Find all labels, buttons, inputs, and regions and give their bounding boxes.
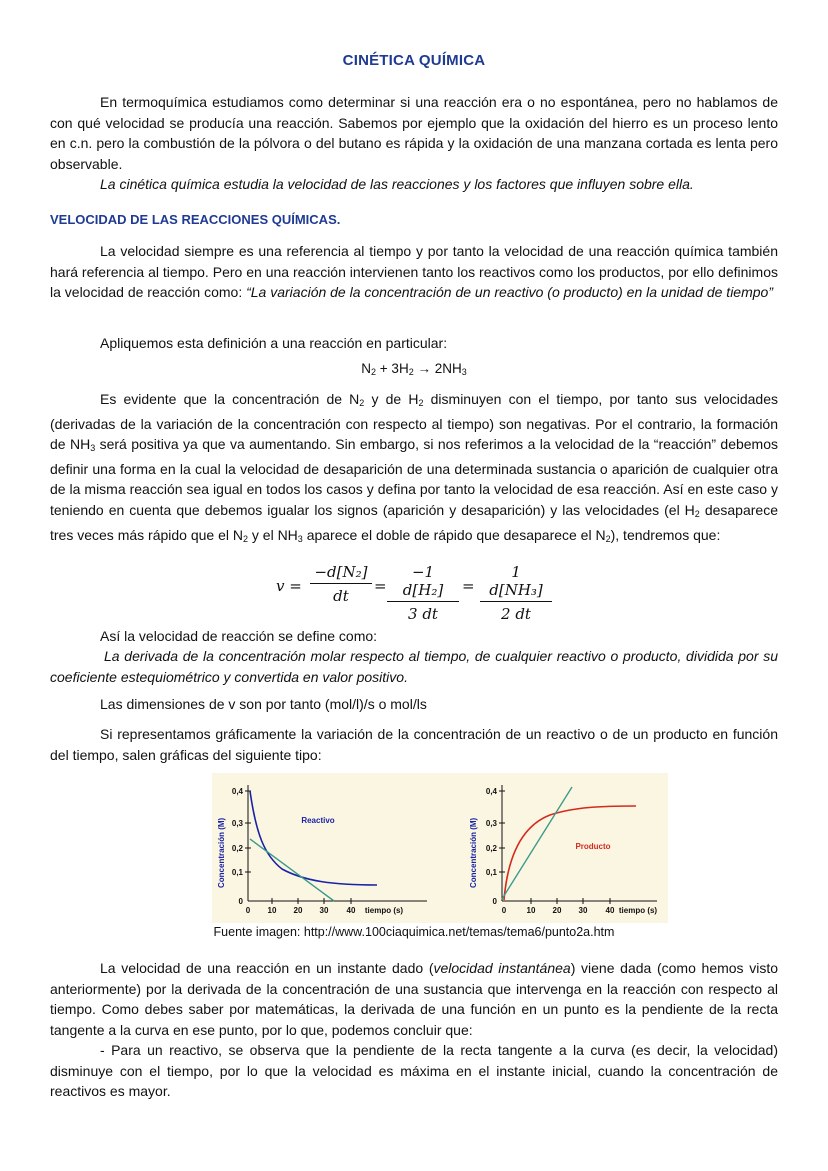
graphs-svg xyxy=(212,773,668,923)
ytick-2-left: 0,2 xyxy=(231,844,243,853)
intro-definition xyxy=(50,174,778,195)
ytick-1-left: 0,1 xyxy=(231,868,243,877)
dimensions-text: Las dimensiones de v son por tanto (mol/l)/s o mol/ls xyxy=(100,696,427,712)
x-axis-label-left: tiempo (s) xyxy=(364,906,404,915)
definition-text: La velocidad siempre es una referencia al tiempo y por tanto la velocidad de una reacción química también hará referencia al tiempo. Pero en una reacción intervienen tanto los reactivos como los productos, por ello definimos la velocidad de reacción como: xyxy=(50,243,778,301)
intro-definition-text: La cinética química estudia la velocidad de las reacciones y los factores que influyen sobre ella. xyxy=(100,176,694,192)
fraction-n2-numerator: −d[N₂] xyxy=(310,563,372,584)
arrow-icon: → xyxy=(417,361,431,376)
xtick-3-right: 30 xyxy=(578,906,588,915)
h2-subscript: 2 xyxy=(408,367,414,377)
nh3-subscript: 3 xyxy=(461,367,467,377)
definition-italic-text: La derivada de la concentración molar respecto al tiempo, de cualquier reactivo o producto, dividida por su coeficiente estequiométrico y convertida en valor positivo. xyxy=(50,648,778,685)
reactivo-graph xyxy=(217,785,427,915)
page-title: CINÉTICA QUÍMICA xyxy=(342,52,486,69)
instant-text-italic: velocidad instantánea xyxy=(433,960,571,976)
intro-text: En termoquímica estudiamos como determinar si una reacción era o no espontánea, pero no hablamos de con qué velocidad se producía una reacción. Sabemos por ejemplo que la oxidación del hierro es un proceso lento en c.n. pero la combustión de la pólvora o del butano es rápida y la oxidación de una manzana cortada es lenta pero observable. xyxy=(50,94,778,172)
define-text: Así la velocidad de reacción se define como: xyxy=(100,628,378,644)
section-heading: VELOCIDAD DE LAS REACCIONES QUÍMICAS. xyxy=(50,212,341,227)
reactivo-text: - Para un reactivo, se observa que la pendiente de la recta tangente a la curva (es decir, la velocidad) disminuye con el tiempo, por lo que la velocidad es máxima en el instante inicial, cuando la concentración de reactivos es mayor. xyxy=(50,1042,778,1100)
fraction-nh3-denominator: 2 dt xyxy=(501,605,531,623)
xtick-3-left: 30 xyxy=(319,906,329,915)
ytick-2-right: 0,2 xyxy=(485,844,497,853)
graph-intro-text: Si representamos gráficamente la variación de la concentración de un reactivo o de un producto en función del tiempo, salen gráficas del siguiente tipo: xyxy=(50,726,778,763)
fraction-nh3 xyxy=(480,563,552,623)
xtick-0-left: 0 xyxy=(245,906,251,915)
concentration-graphs xyxy=(212,773,668,923)
producto-graph xyxy=(469,785,657,915)
expl-part: desaparece tres veces más rápido que el N xyxy=(50,501,778,543)
xtick-4-left: 40 xyxy=(346,906,356,915)
fraction-h2-numerator: −1 d[H₂] xyxy=(387,563,459,602)
expl-part: aparece el doble de rápido que desaparece el N xyxy=(302,526,606,543)
x-axis-label-right: tiempo (s) xyxy=(618,906,658,915)
xtick-0-right: 0 xyxy=(501,906,507,915)
equals-sign: = xyxy=(462,577,475,595)
figure-caption: Fuente imagen: http://www.100ciaquimica.net/temas/tema6/punto2a.htm xyxy=(213,925,615,939)
producto-tangent xyxy=(502,787,572,899)
apply-text: Apliquemos esta definición a una reacción en particular: xyxy=(100,335,448,351)
explanation-paragraph: Es evidente que la concentración de $N_2$ y de $H_2$ disminuyen con el tiempo, por tanto sus velocidades (derivadas de la variación de la concentración con respecto al tiempo) son negativas. Por el contrario, la formación de $NH_3$ será positiva ya que va aumentando. Sin embargo, si nos referimos a la velocidad de la “reacción” debemos definir una forma en la cual la velocidad de desaparición de una determinada sustancia o aparición de cualquier otra de la misma reacción sea igual en todos los casos y defina por tanto la velocidad de esa reacción. Así en este caso y teniendo en cuenta que debemos igualar los signos (aparición y desaparición) y las velocidades (el $H_2$ desaparece tres veces más rápido que el $N_2$ y el $NH_3$ aparece el doble de rápido que desaparece el $N_2$), tendremos que: xyxy=(50,391,779,544)
plus-sign: + xyxy=(379,361,388,376)
expl-part: y de H xyxy=(364,391,419,407)
expl-part: será positiva ya que va aumentando. Sin embargo, si nos referimos a la velocidad de la “reacción” debemos definir una forma en la cual la velocidad de desaparición de una determinada sustancia o aparición de cualquier otra de la misma reacción sea igual en todos los casos y defina por tanto la velocidad de esa reacción. Así en este caso y teniendo en cuenta que debemos igualar los signos (aparición y desaparición) y las velocidades (el H xyxy=(50,436,779,518)
dimensions-paragraph xyxy=(50,694,778,715)
y-axis-label-right: Concentración (M) xyxy=(469,817,478,888)
reactivo-tangent xyxy=(250,839,334,901)
reactivo-curve xyxy=(250,791,377,885)
expl-part: disminuyen con el tiempo, por tanto sus velocidades (derivadas de la variación de la concentración con respecto al tiempo) son negativas. Por el contrario, la formación de NH xyxy=(50,391,778,453)
ytick-0-left: 0 xyxy=(238,897,243,906)
y-axis-label-left: Concentración (M) xyxy=(217,817,226,888)
rate-lhs: v = xyxy=(276,577,302,595)
ytick-3-left: 0,3 xyxy=(231,819,243,828)
fraction-n2-denominator: dt xyxy=(333,587,349,605)
ytick-0-right: 0 xyxy=(492,897,497,906)
ytick-4-left: 0,4 xyxy=(231,787,243,796)
n2-symbol: N xyxy=(361,361,371,376)
ytick-4-right: 0,4 xyxy=(485,787,497,796)
nh3-symbol: NH xyxy=(442,361,462,376)
intro-paragraph xyxy=(50,92,778,174)
rate-equation xyxy=(50,563,778,623)
ytick-3-right: 0,3 xyxy=(485,819,497,828)
expl-part: ), tendremos que: xyxy=(610,526,721,543)
expl-part: Es evidente que la concentración de N xyxy=(100,391,360,407)
instantaneous-paragraph xyxy=(50,958,778,1040)
definition-quote: “La variación de la concentración de un reactivo (o producto) en la unidad de tiempo” xyxy=(246,284,773,301)
reactivo-label: Reactivo xyxy=(301,816,335,825)
xtick-1-right: 10 xyxy=(526,906,536,915)
graph-intro-paragraph xyxy=(50,724,778,765)
expl-part: y el NH xyxy=(248,526,298,543)
xtick-1-left: 10 xyxy=(267,906,277,915)
producto-curve xyxy=(504,806,636,900)
reactivo-paragraph xyxy=(50,1040,778,1102)
h2-coefficient: 3 xyxy=(391,361,399,376)
xtick-4-right: 40 xyxy=(605,906,615,915)
nh3-coefficient: 2 xyxy=(434,361,443,376)
reaction-equation xyxy=(50,359,778,383)
fraction-h2 xyxy=(387,563,459,623)
ytick-1-right: 0,1 xyxy=(485,868,497,877)
apply-paragraph xyxy=(50,333,778,354)
fraction-nh3-numerator: 1 d[NH₃] xyxy=(480,563,552,602)
fraction-h2-denominator: 3 dt xyxy=(408,605,438,623)
instant-text-a: La velocidad de una reacción en un instante dado ( xyxy=(100,960,434,976)
instant-text-c: ) viene dada (como hemos visto anteriormente) por la derivada de la concentración de una sustancia que intervenga en la reacción con respecto al tiempo. Como debes saber por matemáticas, la derivada de una función en un punto es la pendiente de la recta tangente a la curva en ese punto, por lo que, podemos concluir que: xyxy=(50,960,778,1038)
equals-sign: = xyxy=(374,577,387,595)
producto-label: Producto xyxy=(575,842,611,851)
xtick-2-left: 20 xyxy=(293,906,303,915)
definition-paragraph xyxy=(50,241,778,303)
n2-subscript: 2 xyxy=(370,367,376,377)
h2-symbol: H xyxy=(398,361,409,376)
define-paragraph xyxy=(50,626,778,647)
xtick-2-right: 20 xyxy=(552,906,562,915)
definition-italic xyxy=(50,646,778,687)
fraction-n2 xyxy=(310,563,372,605)
